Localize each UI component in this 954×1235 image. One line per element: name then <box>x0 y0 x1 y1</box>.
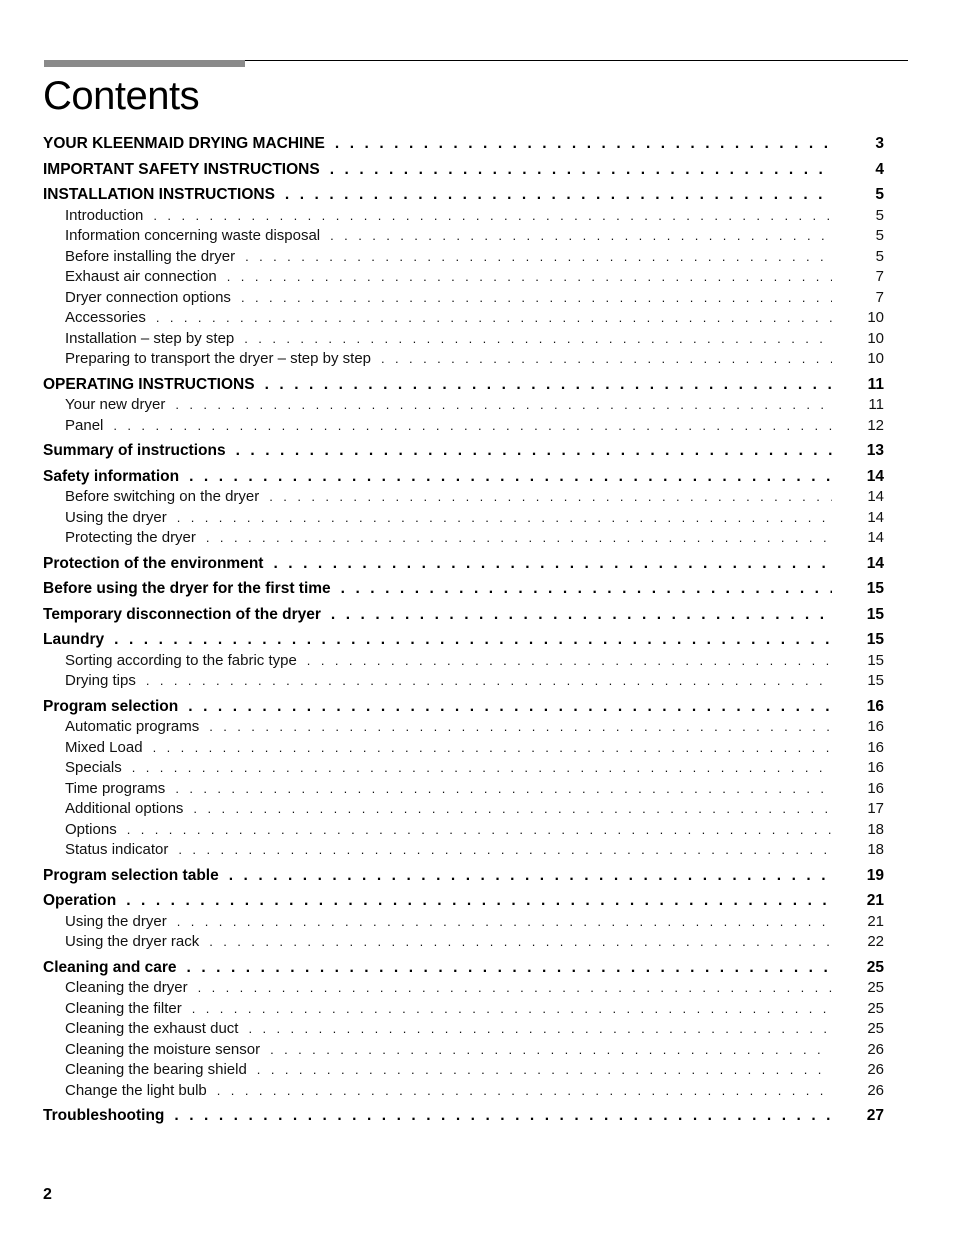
toc-dot-leader <box>248 1019 832 1040</box>
toc-section-entry[interactable] <box>43 134 884 155</box>
toc-entry-label: Laundry <box>43 631 105 648</box>
toc-entry-page: 25 <box>867 999 884 1017</box>
toc-entry-page: 21 <box>867 912 884 930</box>
toc-subsection-entry[interactable] <box>43 978 884 999</box>
toc-subsection-entry[interactable] <box>43 999 884 1020</box>
toc-entry-label: Specials <box>65 759 122 776</box>
toc-dot-leader <box>177 508 832 529</box>
toc-entry-label: Cleaning and care <box>43 958 177 976</box>
toc-dot-leader <box>241 288 832 309</box>
toc-dot-leader <box>245 247 832 268</box>
toc-dot-leader <box>175 779 832 800</box>
toc-entry-label: Automatic programs <box>65 718 200 735</box>
toc-entry-page: 25 <box>867 979 884 996</box>
toc-dot-leader <box>153 206 832 227</box>
toc-subsection-entry[interactable] <box>43 820 884 841</box>
toc-dot-leader <box>188 697 832 718</box>
toc-entry-label: Dryer connection options <box>65 288 231 306</box>
toc-entry-label: Mixed Load <box>65 738 143 756</box>
toc-entry-label: Status indicator <box>65 841 169 858</box>
toc-entry-page: 11 <box>868 396 884 413</box>
toc-section-entry[interactable] <box>43 958 884 979</box>
toc-entry-label: YOUR KLEENMAID DRYING MACHINE <box>43 135 325 152</box>
toc-section-entry[interactable] <box>43 160 884 181</box>
toc-entry-label: INSTALLATION INSTRUCTIONS <box>43 186 275 203</box>
toc-dot-leader <box>209 932 832 953</box>
toc-section-entry[interactable] <box>43 1106 884 1127</box>
toc-entry-page: 22 <box>867 933 884 950</box>
toc-dot-leader <box>265 375 832 396</box>
toc-subsection-entry[interactable] <box>43 1060 884 1081</box>
toc-dot-leader <box>132 758 832 779</box>
toc-entry-page: 26 <box>867 1061 884 1078</box>
toc-dot-leader <box>244 329 832 350</box>
toc-entry-label: Time programs <box>65 779 166 797</box>
toc-entry-label: Using the dryer <box>65 912 167 930</box>
toc-entry-label: Drying tips <box>65 672 136 689</box>
toc-dot-leader <box>127 820 832 841</box>
toc-dot-leader <box>113 416 832 437</box>
toc-subsection-entry[interactable] <box>43 308 884 329</box>
toc-subsection-entry[interactable] <box>43 247 884 268</box>
toc-entry-label: Troubleshooting <box>43 1107 165 1124</box>
toc-entry-page: 3 <box>875 135 884 152</box>
toc-section-entry[interactable] <box>43 697 884 718</box>
toc-entry-label: Change the light bulb <box>65 1081 207 1099</box>
toc-subsection-entry[interactable] <box>43 395 884 416</box>
toc-entry-page: 16 <box>867 759 884 776</box>
toc-entry-page: 10 <box>867 309 884 326</box>
toc-dot-leader <box>227 267 832 288</box>
toc-entry-page: 7 <box>875 268 884 285</box>
toc-entry-label: Your new dryer <box>65 396 166 413</box>
toc-entry-page: 16 <box>867 779 884 797</box>
toc-entry-page: 14 <box>866 554 884 572</box>
toc-subsection-entry[interactable] <box>43 651 884 672</box>
toc-entry-page: 5 <box>875 247 884 265</box>
toc-subsection-entry[interactable] <box>43 932 884 953</box>
toc-dot-leader <box>206 528 832 549</box>
toc-dot-leader <box>178 840 832 861</box>
toc-entry-page: 15 <box>866 605 884 623</box>
toc-entry-page: 12 <box>867 416 884 434</box>
toc-subsection-entry[interactable] <box>43 267 884 288</box>
toc-subsection-entry[interactable] <box>43 416 884 437</box>
toc-section-entry[interactable] <box>43 605 884 626</box>
toc-entry-label: Before installing the dryer <box>65 247 236 265</box>
toc-entry-page: 14 <box>866 467 884 485</box>
toc-dot-leader <box>236 441 832 462</box>
toc-entry-page: 18 <box>867 841 884 858</box>
toc-entry-label: Temporary disconnection of the dryer <box>43 605 321 623</box>
toc-subsection-entry[interactable] <box>43 738 884 759</box>
toc-entry-label: Installation – step by step <box>65 329 235 347</box>
toc-dot-leader <box>126 891 832 912</box>
toc-section-entry[interactable] <box>43 891 884 912</box>
toc-section-entry[interactable] <box>43 630 884 651</box>
toc-dot-leader <box>307 651 832 672</box>
toc-dot-leader <box>189 467 832 488</box>
toc-entry-label: Protection of the environment <box>43 554 264 572</box>
toc-dot-leader <box>270 1040 832 1061</box>
toc-entry-label: Cleaning the bearing shield <box>65 1061 247 1078</box>
toc-dot-leader <box>381 349 832 370</box>
toc-entry-page: 14 <box>867 488 884 505</box>
toc-section-entry[interactable] <box>43 579 884 600</box>
toc-entry-page: 13 <box>866 442 884 459</box>
toc-subsection-entry[interactable] <box>43 717 884 738</box>
toc-entry-page: 16 <box>867 718 884 735</box>
toc-dot-leader <box>153 738 832 759</box>
toc-dot-leader <box>341 579 832 600</box>
toc-dot-leader <box>257 1060 832 1081</box>
toc-entry-page: 26 <box>867 1081 884 1099</box>
toc-entry-label: Accessories <box>65 309 146 326</box>
page-title: Contents <box>43 74 200 118</box>
toc-section-entry[interactable] <box>43 441 884 462</box>
toc-subsection-entry[interactable] <box>43 349 884 370</box>
toc-entry-label: Cleaning the dryer <box>65 979 188 996</box>
toc-subsection-entry[interactable] <box>43 1040 884 1061</box>
toc-entry-label: Using the dryer <box>65 508 167 526</box>
toc-entry-page: 15 <box>866 580 884 597</box>
toc-entry-page: 17 <box>867 800 884 817</box>
toc-entry-page: 15 <box>867 672 884 689</box>
toc-entry-label: Cleaning the exhaust duct <box>65 1020 239 1037</box>
toc-entry-page: 15 <box>866 631 884 648</box>
toc-entry-page: 5 <box>875 206 884 224</box>
toc-dot-leader <box>273 554 832 575</box>
toc-entry-label: Cleaning the filter <box>65 999 182 1017</box>
toc-entry-label: Summary of instructions <box>43 442 226 459</box>
toc-dot-leader <box>330 160 832 181</box>
toc-entry-label: Introduction <box>65 206 144 224</box>
toc-entry-label: Before switching on the dryer <box>65 488 260 505</box>
toc-entry-label: Protecting the dryer <box>65 529 196 546</box>
toc-entry-label: Exhaust air connection <box>65 268 217 285</box>
toc-subsection-entry[interactable] <box>43 758 884 779</box>
toc-entry-label: IMPORTANT SAFETY INSTRUCTIONS <box>43 160 320 178</box>
toc-entry-page: 15 <box>867 651 884 669</box>
toc-entry-page: 16 <box>867 738 884 756</box>
toc-entry-page: 5 <box>875 186 884 203</box>
toc-entry-page: 19 <box>866 866 884 884</box>
toc-subsection-entry[interactable] <box>43 206 884 227</box>
toc-dot-leader <box>331 605 832 626</box>
toc-entry-label: Safety information <box>43 467 180 485</box>
toc-section-entry[interactable] <box>43 375 884 396</box>
toc-entry-label: Sorting according to the fabric type <box>65 651 297 669</box>
toc-dot-leader <box>156 308 832 329</box>
toc-entry-label: OPERATING INSTRUCTIONS <box>43 375 255 393</box>
toc-entry-page: 16 <box>866 697 884 715</box>
toc-entry-page: 5 <box>875 227 884 244</box>
toc-dot-leader <box>177 912 832 933</box>
toc-dot-leader <box>174 1106 832 1127</box>
toc-entry-label: Operation <box>43 892 117 909</box>
toc-dot-leader <box>229 866 832 887</box>
toc-entry-label: Program selection <box>43 697 179 715</box>
toc-section-entry[interactable] <box>43 467 884 488</box>
toc-subsection-entry[interactable] <box>43 671 884 692</box>
toc-subsection-entry[interactable] <box>43 799 884 820</box>
toc-dot-leader <box>192 999 832 1020</box>
table-of-contents <box>43 134 884 1127</box>
toc-entry-page: 4 <box>875 160 884 178</box>
toc-subsection-entry[interactable] <box>43 487 884 508</box>
toc-entry-label: Additional options <box>65 800 184 817</box>
toc-entry-label: Before using the dryer for the first time <box>43 580 331 597</box>
toc-dot-leader <box>209 717 832 738</box>
header-accent-bar <box>44 60 245 67</box>
toc-entry-page: 10 <box>867 350 884 367</box>
toc-entry-label: Cleaning the moisture sensor <box>65 1040 261 1058</box>
toc-entry-label: Preparing to transport the dryer – step by step <box>65 350 371 367</box>
toc-dot-leader <box>193 799 832 820</box>
toc-section-entry[interactable] <box>43 866 884 887</box>
toc-dot-leader <box>217 1081 832 1102</box>
toc-subsection-entry[interactable] <box>43 226 884 247</box>
toc-entry-page: 11 <box>867 375 884 393</box>
toc-entry-page: 14 <box>867 508 884 526</box>
toc-entry-page: 27 <box>866 1107 884 1124</box>
toc-subsection-entry[interactable] <box>43 288 884 309</box>
toc-subsection-entry[interactable] <box>43 912 884 933</box>
toc-subsection-entry[interactable] <box>43 329 884 350</box>
toc-dot-leader <box>187 958 832 979</box>
toc-dot-leader <box>330 226 832 247</box>
toc-subsection-entry[interactable] <box>43 1081 884 1102</box>
toc-entry-page: 7 <box>875 288 884 306</box>
toc-subsection-entry[interactable] <box>43 779 884 800</box>
toc-section-entry[interactable] <box>43 185 884 206</box>
toc-subsection-entry[interactable] <box>43 528 884 549</box>
toc-dot-leader <box>114 630 832 651</box>
toc-dot-leader <box>198 978 832 999</box>
toc-subsection-entry[interactable] <box>43 840 884 861</box>
toc-entry-label: Program selection table <box>43 866 219 884</box>
toc-entry-page: 25 <box>867 1020 884 1037</box>
toc-entry-page: 25 <box>866 958 884 976</box>
toc-dot-leader <box>175 395 832 416</box>
toc-entry-page: 18 <box>867 820 884 838</box>
toc-entry-label: Using the dryer rack <box>65 933 200 950</box>
toc-entry-page: 14 <box>867 529 884 546</box>
toc-entry-label: Information concerning waste disposal <box>65 227 321 244</box>
toc-entry-page: 10 <box>867 329 884 347</box>
toc-dot-leader <box>285 185 832 206</box>
toc-subsection-entry[interactable] <box>43 508 884 529</box>
page-number: 2 <box>43 1186 52 1203</box>
toc-entry-page: 21 <box>866 892 884 909</box>
toc-entry-label: Panel <box>65 416 104 434</box>
toc-section-entry[interactable] <box>43 554 884 575</box>
toc-dot-leader <box>335 134 832 155</box>
toc-dot-leader <box>269 487 832 508</box>
toc-entry-page: 26 <box>867 1040 884 1058</box>
toc-entry-label: Options <box>65 820 117 838</box>
toc-dot-leader <box>146 671 832 692</box>
toc-subsection-entry[interactable] <box>43 1019 884 1040</box>
